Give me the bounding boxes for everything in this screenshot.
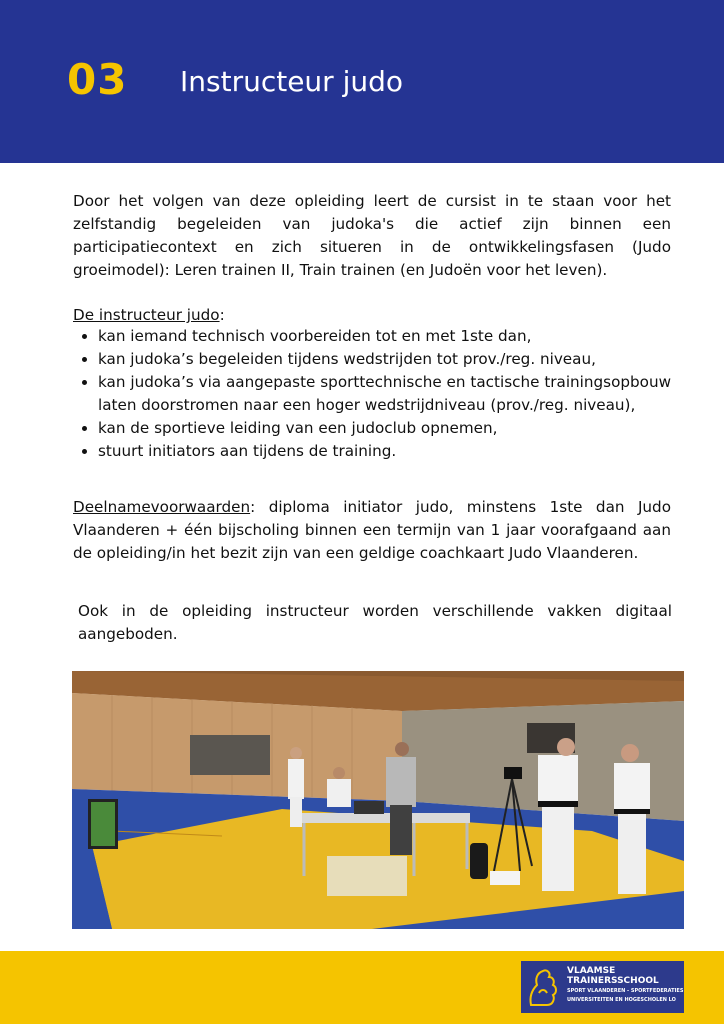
logo-line-2: TRAINERSSCHOOL <box>567 976 659 986</box>
list-item: • kan judoka’s begeleiden tijdens wedstrijden tot prov./reg. niveau, <box>98 348 671 371</box>
intro-paragraph: Door het volgen van deze opleiding leert de cursist in te staan voor het zelfstandig begeleiden van judoka's die actief zijn binnen een participatiecontext en zich situeren in de ontwikkelingsfasen (Judo groeimodel): Leren trainen II, Train trainen (en Judoën voor het leven). <box>73 192 671 279</box>
list-item: • stuurt initiators aan tijdens de training. <box>98 440 671 463</box>
competences-heading-label: De instructeur judo <box>73 306 220 324</box>
digital-note-paragraph: Ook in de opleiding instructeur worden verschillende vakken digitaal aangeboden. <box>78 602 672 643</box>
logo-line-4: UNIVERSITEITEN EN HOGESCHOLEN LO <box>567 997 676 1003</box>
conditions-text: : diploma initiator judo, minstens 1ste dan Judo Vlaanderen + één bijscholing binnen een termijn van 1 jaar voorafgaand aan de opleiding/in het bezit zijn van een geldige coachkaart Judo Vlaanderen. <box>73 498 671 562</box>
competences-list <box>73 325 671 463</box>
logo-line-1: VLAAMSE <box>567 966 616 976</box>
logo-line-3: SPORT VLAANDEREN - SPORTFEDERATIES <box>567 988 684 994</box>
section-title: Instructeur judo <box>180 65 404 98</box>
conditions-label: Deelnamevoorwaarden <box>73 498 251 516</box>
competences-heading <box>73 304 671 327</box>
conditions-paragraph <box>73 496 671 565</box>
header-banner <box>0 0 724 163</box>
flemish-lion-icon <box>525 965 561 1009</box>
competences-heading-colon: : <box>219 306 225 324</box>
list-item: • kan judoka’s via aangepaste sporttechnische en tactische trainingsopbouw laten doorstromen naar een hoger wedstrijdniveau (prov./reg. niveau), <box>98 371 671 417</box>
judo-training-photo <box>72 671 684 929</box>
section-number: 03 <box>67 55 128 104</box>
vlaamse-trainersschool-logo <box>521 961 684 1013</box>
list-item: • kan de sportieve leiding van een judoclub opnemen, <box>98 417 671 440</box>
list-item: • kan iemand technisch voorbereiden tot en met 1ste dan, <box>98 325 671 348</box>
